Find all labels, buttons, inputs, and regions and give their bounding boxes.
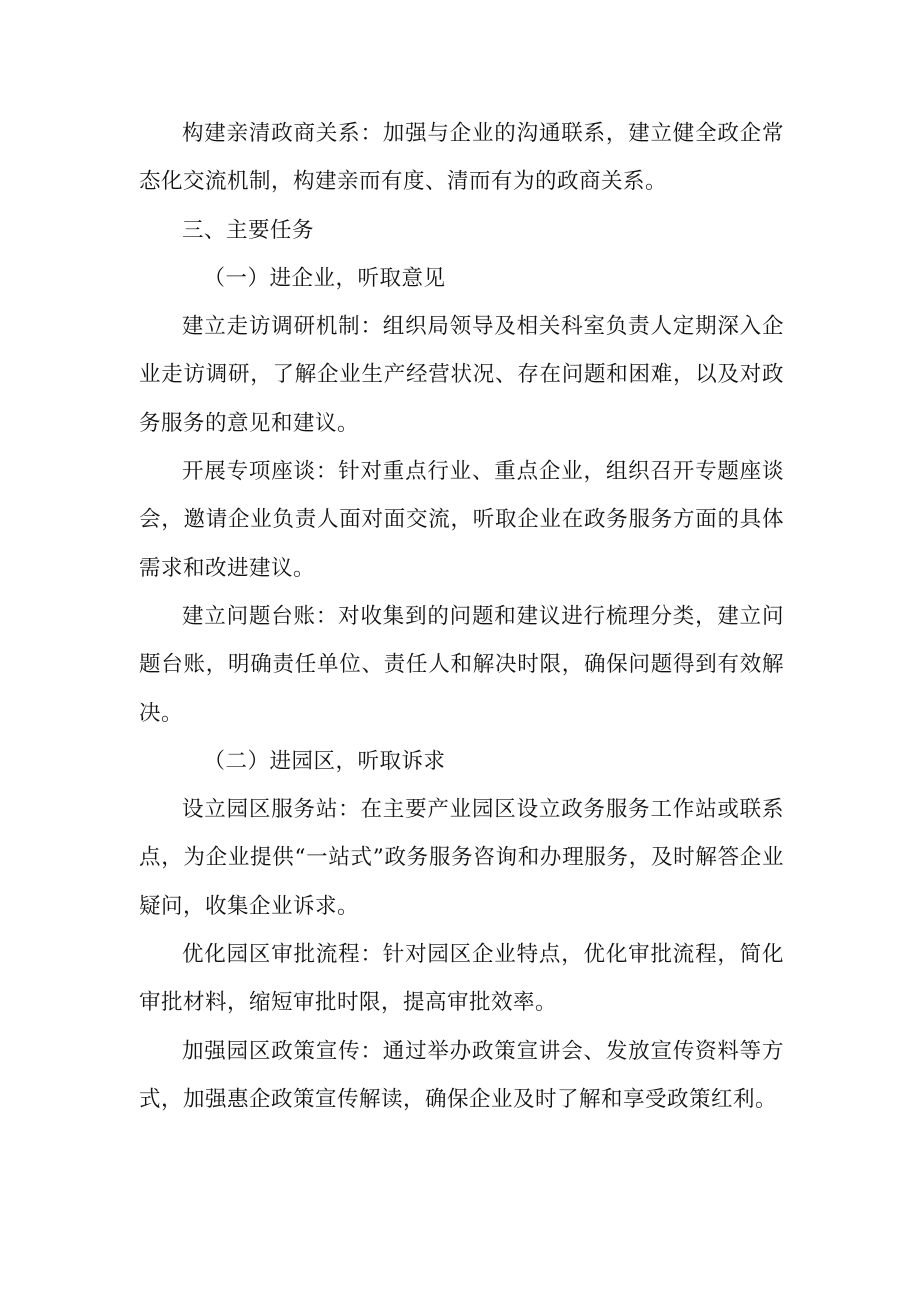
paragraph-issue-ledger: 建立问题台账：对收集到的问题和建议进行梳理分类，建立问题台账，明确责任单位、责任人和解决时限，确保问题得到有效解决。 <box>139 603 784 726</box>
paragraph-special-forum: 开展专项座谈：针对重点行业、重点企业，组织召开专题座谈会，邀请企业负责人面对面交流，听取企业在政务服务方面的具体需求和改进建议。 <box>139 459 784 581</box>
document-body <box>139 110 784 1124</box>
paragraph-build-relations: 构建亲清政商关系：加强与企业的沟通联系，建立健全政企常态化交流机制，构建亲而有度、清而有为的政商关系。 <box>139 121 784 195</box>
paragraph-park-service-station: 设立园区服务站：在主要产业园区设立政务服务工作站或联系点，为企业提供“一站式”政务服务咨询和办理服务，及时解答企业疑问，收集企业诉求。 <box>139 797 784 919</box>
subsection-heading-park: （二）进园区，听取诉求 <box>203 748 446 774</box>
subsection-heading-enterprise: （一）进企业，听取意见 <box>203 265 446 291</box>
section-heading-main-tasks: 三、主要任务 <box>182 217 315 243</box>
paragraph-park-approval: 优化园区审批流程：针对园区企业特点，优化审批流程，简化审批材料，缩短审批时限，提高审批效率。 <box>139 942 784 1016</box>
paragraph-park-policy: 加强园区政策宣传：通过举办政策宣讲会、发放宣传资料等方式，加强惠企政策宣传解读，确保企业及时了解和享受政策红利。 <box>139 1038 784 1112</box>
paragraph-visit-mechanism: 建立走访调研机制：组织局领导及相关科室负责人定期深入企业走访调研，了解企业生产经营状况、存在问题和困难，以及对政务服务的意见和建议。 <box>139 314 784 436</box>
